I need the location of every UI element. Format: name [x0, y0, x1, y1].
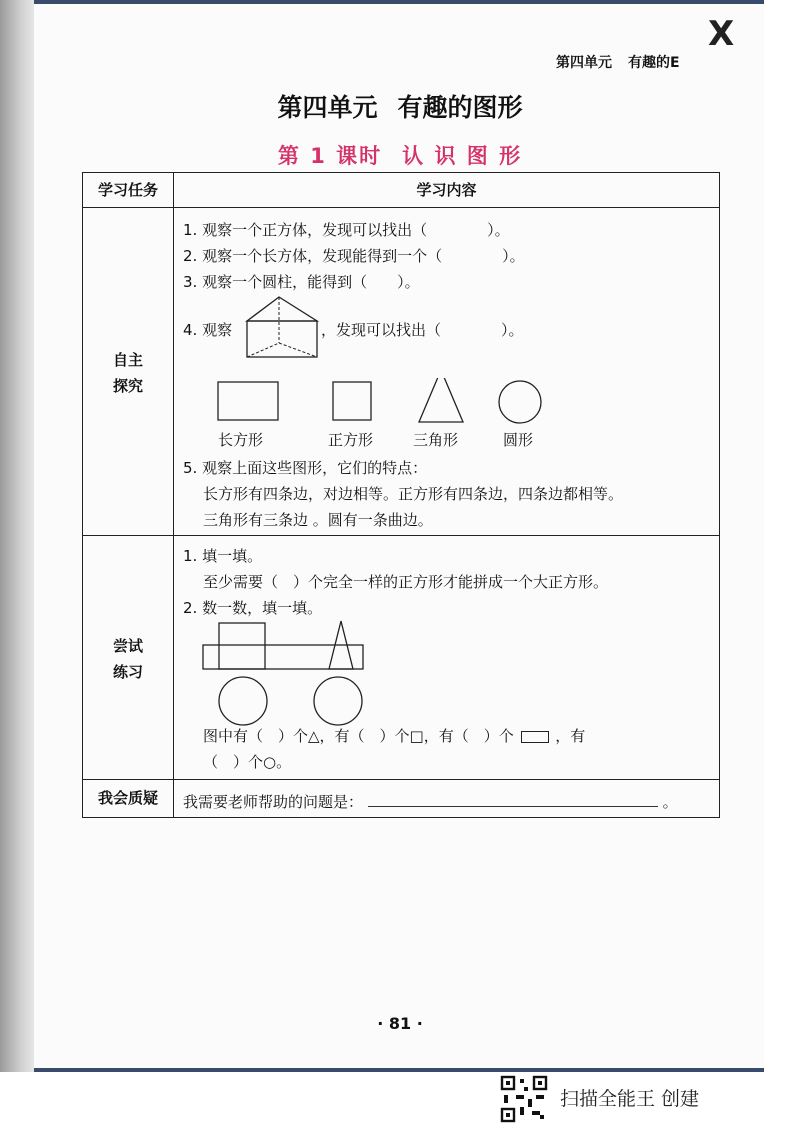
- explore-line-3: 3. 观察一个圆柱，能得到（ ）。: [183, 273, 420, 291]
- long-rectangle-icon: [521, 731, 549, 743]
- column-divider: [173, 173, 174, 817]
- shape-label-rectangle: 长方形: [218, 431, 264, 449]
- section-label-line: 练习: [112, 663, 143, 681]
- practice-line-5: （ ）个○。: [203, 753, 292, 771]
- shape-label-square: 正方形: [328, 431, 374, 449]
- shape-label-triangle: 三角形: [413, 431, 459, 449]
- vehicle-shapes-figure: [201, 619, 371, 731]
- practice-line-3: 2. 数一数，填一填。: [183, 599, 323, 617]
- section-label-line: 尝试: [112, 637, 143, 655]
- lesson-subtitle: [0, 140, 800, 170]
- explore-line-4b: ，发现可以找出（ ）。: [321, 321, 524, 339]
- practice-count-text: 图中有（ ）个△，有（ ）个□，有（ ）个: [203, 727, 514, 745]
- triangle-shape: [419, 378, 463, 422]
- header-task-cell: 学习任务: [97, 181, 158, 199]
- question-end-mark: 。: [662, 793, 678, 811]
- explore-line-5: 5. 观察上面这些图形，它们的特点：: [183, 459, 428, 477]
- question-prompt: 我需要老师帮助的问题是：: [183, 793, 364, 811]
- corner-x-mark: X: [708, 14, 735, 54]
- header-content-cell: 学习内容: [416, 181, 477, 199]
- section-label-line: 自主: [112, 351, 143, 369]
- circle-shape: [499, 381, 541, 423]
- explore-line-6: 长方形有四条边，对边相等。正方形有四条边，四条边都相等。: [203, 485, 624, 503]
- question-line: [183, 791, 678, 812]
- explore-line-2: 2. 观察一个长方体，发现能得到一个（ ）。: [183, 247, 525, 265]
- triangular-prism-figure: [245, 295, 321, 359]
- row-divider: [83, 535, 719, 536]
- shape-label-circle: 圆形: [503, 431, 534, 449]
- subtitle-name: 认 识 图 形: [402, 144, 523, 168]
- practice-line-2: 至少需要（ ）个完全一样的正方形才能拼成一个大正方形。: [203, 573, 609, 591]
- header-unit: 第四单元: [556, 55, 612, 71]
- section-label-line: 探究: [112, 377, 143, 395]
- page-number: · 81 ·: [377, 1014, 423, 1033]
- top-border-line: [34, 0, 764, 4]
- page-title: [0, 88, 800, 124]
- rectangle-shape: [218, 382, 278, 420]
- subtitle-lesson: 第 1 课时: [277, 144, 383, 168]
- running-header: [556, 52, 696, 72]
- qr-code-icon: [500, 1075, 548, 1123]
- study-table: [82, 172, 720, 818]
- explore-line-1: 1. 观察一个正方体，发现可以找出（ ）。: [183, 221, 510, 239]
- section-label-practice: [83, 633, 173, 685]
- row-divider: [83, 207, 719, 208]
- basic-shapes-row: [213, 378, 553, 426]
- practice-line-4: [203, 725, 585, 746]
- title-name: 有趣的图形: [397, 93, 523, 122]
- explore-line-7: 三角形有三条边 。圆有一条曲边。: [203, 511, 433, 529]
- section-label-question: 我会质疑: [97, 789, 158, 807]
- question-answer-blank[interactable]: [368, 792, 658, 807]
- row-divider: [83, 779, 719, 780]
- explore-line-4a: 4. 观察: [183, 321, 233, 339]
- section-label-explore: [83, 347, 173, 399]
- header-topic: 有趣的E: [628, 55, 680, 71]
- scanner-watermark: 扫描全能王 创建: [560, 1088, 700, 1110]
- practice-line-1: 1. 填一填。: [183, 547, 263, 565]
- practice-count-tail: ，有: [555, 727, 586, 745]
- square-shape: [333, 382, 371, 420]
- title-unit: 第四单元: [277, 93, 378, 122]
